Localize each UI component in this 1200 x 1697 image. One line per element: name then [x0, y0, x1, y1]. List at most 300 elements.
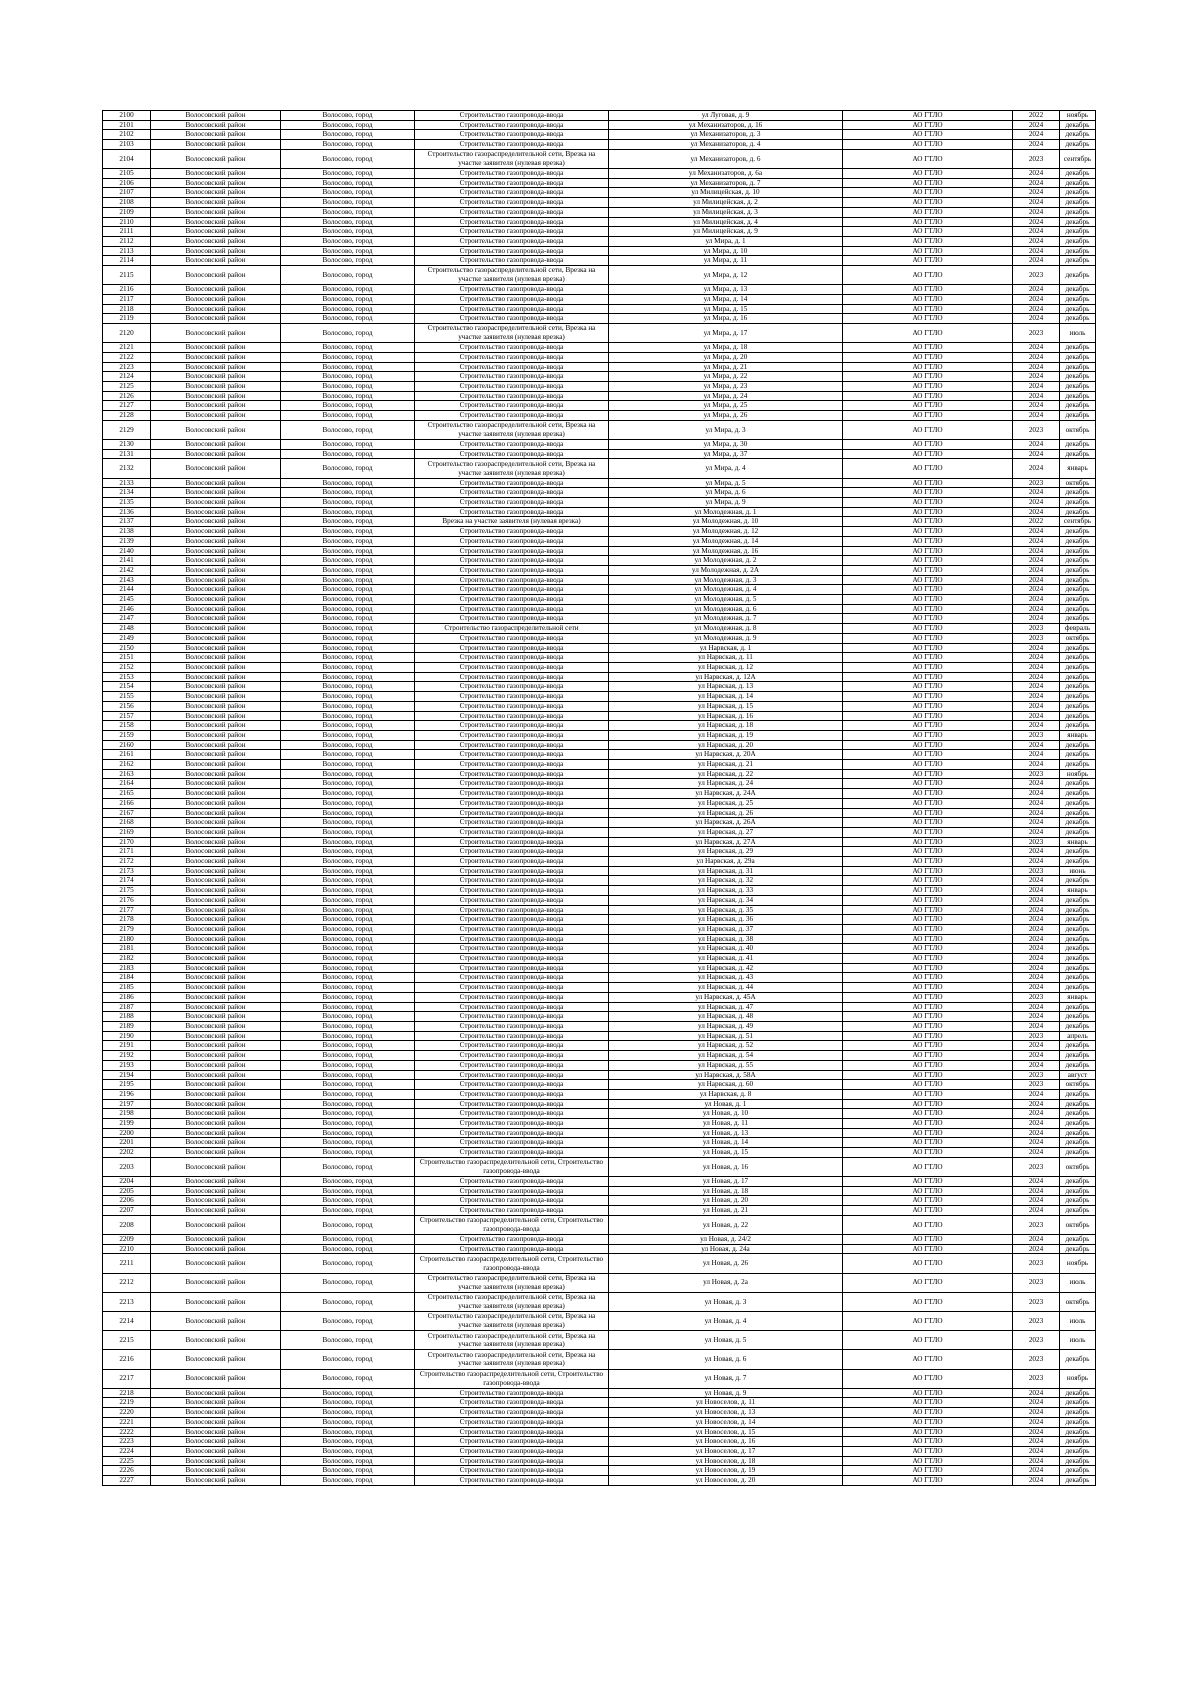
table-row [103, 565, 1096, 575]
district-cell: Волосовский район [151, 1254, 281, 1273]
work-type-cell: Строительство газопровода-ввода [415, 1446, 609, 1456]
table-row [103, 449, 1096, 459]
work-type-cell: Строительство газопровода-ввода [415, 1051, 609, 1061]
work-type-cell: Строительство газопровода-ввода [415, 198, 609, 208]
year-cell: 2023 [1013, 149, 1060, 168]
settlement-cell: Волосово, город [281, 750, 415, 760]
work-type-cell: Строительство газопровода-ввода [415, 798, 609, 808]
contractor-cell: АО ГТЛО [843, 140, 1013, 150]
contractor-cell: АО ГТЛО [843, 1254, 1013, 1273]
work-type-cell: Строительство газопровода-ввода [415, 789, 609, 799]
address-cell: ул Нарвская, д. 40 [609, 944, 843, 954]
work-type-cell: Строительство газопровода-ввода [415, 886, 609, 896]
work-type-cell: Строительство газопровода-ввода [415, 924, 609, 934]
settlement-cell: Волосово, город [281, 372, 415, 382]
work-type-cell: Строительство газопровода-ввода [415, 1196, 609, 1206]
district-cell: Волосовский район [151, 692, 281, 702]
address-cell: ул Молодежная, д. 8 [609, 624, 843, 634]
month-cell: декабрь [1060, 789, 1096, 799]
settlement-cell: Волосово, город [281, 188, 415, 198]
table-row [103, 382, 1096, 392]
work-type-cell: Строительство газопровода-ввода [415, 876, 609, 886]
month-cell: декабрь [1060, 963, 1096, 973]
contractor-cell: АО ГТЛО [843, 1331, 1013, 1350]
settlement-cell: Волосово, город [281, 1331, 415, 1350]
settlement-cell: Волосово, город [281, 827, 415, 837]
row-number: 2127 [103, 401, 151, 411]
address-cell: ул Нарвская, д. 34 [609, 895, 843, 905]
table-row [103, 1089, 1096, 1099]
address-cell: ул Новая, д. 15 [609, 1148, 843, 1158]
table-row [103, 857, 1096, 867]
row-number: 2157 [103, 711, 151, 721]
month-cell: декабрь [1060, 314, 1096, 324]
district-cell: Волосовский район [151, 1235, 281, 1245]
year-cell: 2024 [1013, 857, 1060, 867]
contractor-cell: АО ГТЛО [843, 246, 1013, 256]
district-cell: Волосовский район [151, 169, 281, 179]
row-number: 2109 [103, 207, 151, 217]
row-number: 2190 [103, 1031, 151, 1041]
address-cell: ул Мира, д. 37 [609, 449, 843, 459]
contractor-cell: АО ГТЛО [843, 730, 1013, 740]
year-cell: 2024 [1013, 449, 1060, 459]
year-cell: 2024 [1013, 1109, 1060, 1119]
address-cell: ул Нарвская, д. 36 [609, 915, 843, 925]
year-cell: 2024 [1013, 934, 1060, 944]
month-cell: декабрь [1060, 1196, 1096, 1206]
year-cell: 2024 [1013, 314, 1060, 324]
year-cell: 2024 [1013, 1099, 1060, 1109]
contractor-cell: АО ГТЛО [843, 478, 1013, 488]
address-cell: ул Мира, д. 13 [609, 285, 843, 295]
contractor-cell: АО ГТЛО [843, 149, 1013, 168]
work-type-cell: Строительство газопровода-ввода [415, 1109, 609, 1119]
year-cell: 2024 [1013, 507, 1060, 517]
work-type-cell: Строительство газопровода-ввода [415, 391, 609, 401]
work-type-cell: Строительство газопровода-ввода [415, 1138, 609, 1148]
month-cell: декабрь [1060, 178, 1096, 188]
table-row [103, 1215, 1096, 1234]
address-cell: ул Нарвская, д. 51 [609, 1031, 843, 1041]
address-cell: ул Новоселов, д. 11 [609, 1398, 843, 1408]
work-type-cell: Строительство газопровода-ввода [415, 692, 609, 702]
work-type-cell: Строительство газопровода-ввода [415, 120, 609, 130]
table-row [103, 721, 1096, 731]
work-type-cell: Строительство газопровода-ввода [415, 701, 609, 711]
month-cell: декабрь [1060, 653, 1096, 663]
settlement-cell: Волосово, город [281, 1002, 415, 1012]
row-number: 2155 [103, 692, 151, 702]
contractor-cell: АО ГТЛО [843, 1446, 1013, 1456]
address-cell: ул Новая, д. 26 [609, 1254, 843, 1273]
address-cell: ул Новоселов, д. 20 [609, 1476, 843, 1486]
address-cell: ул Нарвская, д. 12А [609, 672, 843, 682]
work-type-cell: Строительство газопровода-ввода [415, 895, 609, 905]
row-number: 2204 [103, 1177, 151, 1187]
district-cell: Волосовский район [151, 411, 281, 421]
district-cell: Волосовский район [151, 672, 281, 682]
address-cell: ул Новая, д. 10 [609, 1109, 843, 1119]
settlement-cell: Волосово, город [281, 1350, 415, 1369]
table-row [103, 1331, 1096, 1350]
row-number: 2145 [103, 595, 151, 605]
district-cell: Волосовский район [151, 604, 281, 614]
settlement-cell: Волосово, город [281, 769, 415, 779]
district-cell: Волосовский район [151, 701, 281, 711]
address-cell: ул Мира, д. 26 [609, 411, 843, 421]
month-cell: декабрь [1060, 556, 1096, 566]
table-row [103, 546, 1096, 556]
year-cell: 2024 [1013, 653, 1060, 663]
year-cell: 2024 [1013, 1196, 1060, 1206]
month-cell: декабрь [1060, 692, 1096, 702]
year-cell: 2024 [1013, 701, 1060, 711]
month-cell: декабрь [1060, 595, 1096, 605]
row-number: 2147 [103, 614, 151, 624]
work-type-cell: Строительство газопровода-ввода [415, 1388, 609, 1398]
table-row [103, 169, 1096, 179]
table-row [103, 498, 1096, 508]
month-cell: декабрь [1060, 818, 1096, 828]
year-cell: 2024 [1013, 1244, 1060, 1254]
month-cell: декабрь [1060, 294, 1096, 304]
settlement-cell: Волосово, город [281, 595, 415, 605]
settlement-cell: Волосово, город [281, 1186, 415, 1196]
address-cell: ул Нарвская, д. 20А [609, 750, 843, 760]
row-number: 2165 [103, 789, 151, 799]
address-cell: ул Новая, д. 1 [609, 1099, 843, 1109]
month-cell: декабрь [1060, 740, 1096, 750]
row-number: 2110 [103, 217, 151, 227]
district-cell: Волосовский район [151, 1031, 281, 1041]
work-type-cell: Врезка на участке заявителя (нулевая врезка) [415, 517, 609, 527]
month-cell: декабрь [1060, 198, 1096, 208]
district-cell: Волосовский район [151, 895, 281, 905]
row-number: 2205 [103, 1186, 151, 1196]
settlement-cell: Волосово, город [281, 1196, 415, 1206]
district-cell: Волосовский район [151, 149, 281, 168]
address-cell: ул Новоселов, д. 15 [609, 1427, 843, 1437]
contractor-cell: АО ГТЛО [843, 130, 1013, 140]
year-cell: 2024 [1013, 120, 1060, 130]
district-cell: Волосовский район [151, 507, 281, 517]
month-cell: декабрь [1060, 527, 1096, 537]
table-row [103, 837, 1096, 847]
table-row [103, 692, 1096, 702]
work-type-cell: Строительство газопровода-ввода [415, 711, 609, 721]
work-type-cell: Строительство газопровода-ввода [415, 140, 609, 150]
address-cell: ул Нарвская, д. 29а [609, 857, 843, 867]
settlement-cell: Волосово, город [281, 1148, 415, 1158]
work-type-cell: Строительство газопровода-ввода [415, 857, 609, 867]
month-cell: октябрь [1060, 633, 1096, 643]
table-row [103, 1002, 1096, 1012]
settlement-cell: Волосово, город [281, 507, 415, 517]
work-type-cell: Строительство газопровода-ввода [415, 507, 609, 517]
settlement-cell: Волосово, город [281, 847, 415, 857]
district-cell: Волосовский район [151, 1312, 281, 1331]
year-cell: 2024 [1013, 818, 1060, 828]
month-cell: декабрь [1060, 401, 1096, 411]
year-cell: 2023 [1013, 1070, 1060, 1080]
address-cell: ул Новоселов, д. 17 [609, 1446, 843, 1456]
year-cell: 2023 [1013, 1031, 1060, 1041]
table-row [103, 983, 1096, 993]
table-row [103, 1398, 1096, 1408]
contractor-cell: АО ГТЛО [843, 1089, 1013, 1099]
district-cell: Волосовский район [151, 915, 281, 925]
row-number: 2120 [103, 324, 151, 343]
table-row [103, 595, 1096, 605]
row-number: 2105 [103, 169, 151, 179]
district-cell: Волосовский район [151, 1292, 281, 1311]
month-cell: январь [1060, 730, 1096, 740]
row-number: 2224 [103, 1446, 151, 1456]
settlement-cell: Волосово, город [281, 1244, 415, 1254]
district-cell: Волосовский район [151, 1070, 281, 1080]
settlement-cell: Волосово, город [281, 1369, 415, 1388]
row-number: 2108 [103, 198, 151, 208]
year-cell: 2024 [1013, 1128, 1060, 1138]
work-type-cell: Строительство газопровода-ввода [415, 740, 609, 750]
table-row [103, 227, 1096, 237]
address-cell: ул Новая, д. 16 [609, 1157, 843, 1176]
contractor-cell: АО ГТЛО [843, 1060, 1013, 1070]
settlement-cell: Волосово, город [281, 1408, 415, 1418]
work-type-cell: Строительство газопровода-ввода [415, 672, 609, 682]
month-cell: декабрь [1060, 352, 1096, 362]
address-cell: ул Механизаторов, д. 6а [609, 169, 843, 179]
work-type-cell: Строительство газопровода-ввода [415, 1099, 609, 1109]
district-cell: Волосовский район [151, 517, 281, 527]
settlement-cell: Волосово, город [281, 1157, 415, 1176]
row-number: 2104 [103, 149, 151, 168]
month-cell: декабрь [1060, 1466, 1096, 1476]
settlement-cell: Волосово, город [281, 760, 415, 770]
month-cell: июль [1060, 1312, 1096, 1331]
address-cell: ул Мира, д. 4 [609, 459, 843, 478]
table-row [103, 915, 1096, 925]
work-type-cell: Строительство газопровода-ввода [415, 1148, 609, 1158]
address-cell: ул Нарвская, д. 18 [609, 721, 843, 731]
address-cell: ул Нарвская, д. 21 [609, 760, 843, 770]
table-row [103, 1060, 1096, 1070]
row-number: 2196 [103, 1089, 151, 1099]
month-cell: декабрь [1060, 546, 1096, 556]
month-cell: декабрь [1060, 779, 1096, 789]
month-cell: декабрь [1060, 760, 1096, 770]
month-cell: декабрь [1060, 915, 1096, 925]
work-type-cell: Строительство газопровода-ввода [415, 779, 609, 789]
district-cell: Волосовский район [151, 798, 281, 808]
address-cell: ул Нарвская, д. 24А [609, 789, 843, 799]
row-number: 2223 [103, 1437, 151, 1447]
address-cell: ул Нарвская, д. 42 [609, 963, 843, 973]
address-cell: ул Нарвская, д. 20 [609, 740, 843, 750]
settlement-cell: Волосово, город [281, 1041, 415, 1051]
address-cell: ул Нарвская, д. 26А [609, 818, 843, 828]
work-type-cell: Строительство газопровода-ввода [415, 1398, 609, 1408]
row-number: 2185 [103, 983, 151, 993]
year-cell: 2024 [1013, 256, 1060, 266]
settlement-cell: Волосово, город [281, 1080, 415, 1090]
contractor-cell: АО ГТЛО [843, 1157, 1013, 1176]
work-type-cell: Строительство газопровода-ввода [415, 1031, 609, 1041]
work-type-cell: Строительство газопровода-ввода [415, 837, 609, 847]
row-number: 2162 [103, 760, 151, 770]
year-cell: 2024 [1013, 924, 1060, 934]
table-row [103, 662, 1096, 672]
year-cell: 2024 [1013, 614, 1060, 624]
month-cell: декабрь [1060, 575, 1096, 585]
contractor-cell: АО ГТЛО [843, 1408, 1013, 1418]
address-cell: ул Нарвская, д. 29 [609, 847, 843, 857]
contractor-cell: АО ГТЛО [843, 449, 1013, 459]
table-row [103, 672, 1096, 682]
row-number: 2175 [103, 886, 151, 896]
address-cell: ул Молодежная, д. 16 [609, 546, 843, 556]
table-row [103, 1109, 1096, 1119]
settlement-cell: Волосово, город [281, 1138, 415, 1148]
year-cell: 2023 [1013, 1369, 1060, 1388]
district-cell: Волосовский район [151, 1215, 281, 1234]
table-row [103, 111, 1096, 121]
address-cell: ул Нарвская, д. 44 [609, 983, 843, 993]
row-number: 2140 [103, 546, 151, 556]
settlement-cell: Волосово, город [281, 905, 415, 915]
district-cell: Волосовский район [151, 343, 281, 353]
contractor-cell: АО ГТЛО [843, 498, 1013, 508]
district-cell: Волосовский район [151, 595, 281, 605]
year-cell: 2024 [1013, 682, 1060, 692]
year-cell: 2024 [1013, 362, 1060, 372]
work-type-cell: Строительство газопровода-ввода [415, 1466, 609, 1476]
contractor-cell: АО ГТЛО [843, 304, 1013, 314]
row-number: 2141 [103, 556, 151, 566]
district-cell: Волосовский район [151, 653, 281, 663]
work-type-cell: Строительство газопровода-ввода [415, 440, 609, 450]
month-cell: декабрь [1060, 1476, 1096, 1486]
address-cell: ул Нарвская, д. 27А [609, 837, 843, 847]
row-number: 2135 [103, 498, 151, 508]
year-cell: 2022 [1013, 517, 1060, 527]
table-row [103, 992, 1096, 1002]
district-cell: Волосовский район [151, 1350, 281, 1369]
month-cell: декабрь [1060, 256, 1096, 266]
work-type-cell: Строительство газопровода-ввода [415, 217, 609, 227]
district-cell: Волосовский район [151, 120, 281, 130]
contractor-cell: АО ГТЛО [843, 1312, 1013, 1331]
row-number: 2226 [103, 1466, 151, 1476]
contractor-cell: АО ГТЛО [843, 372, 1013, 382]
year-cell: 2024 [1013, 556, 1060, 566]
row-number: 2199 [103, 1119, 151, 1129]
work-type-cell: Строительство газопровода-ввода [415, 653, 609, 663]
settlement-cell: Волосово, город [281, 217, 415, 227]
district-cell: Волосовский район [151, 1331, 281, 1350]
address-cell: ул Нарвская, д. 32 [609, 876, 843, 886]
work-type-cell: Строительство газораспределительной сети, Врезка на участке заявителя (нулевая врезка) [415, 1312, 609, 1331]
address-cell: ул Молодежная, д. 4 [609, 585, 843, 595]
address-cell: ул Мира, д. 12 [609, 266, 843, 285]
district-cell: Волосовский район [151, 362, 281, 372]
row-number: 2191 [103, 1041, 151, 1051]
work-type-cell: Строительство газопровода-ввода [415, 944, 609, 954]
settlement-cell: Волосово, город [281, 401, 415, 411]
address-cell: ул Мира, д. 30 [609, 440, 843, 450]
district-cell: Волосовский район [151, 1060, 281, 1070]
month-cell: декабрь [1060, 682, 1096, 692]
settlement-cell: Волосово, город [281, 1456, 415, 1466]
work-type-cell: Строительство газораспределительной сети, Врезка на участке заявителя (нулевая врезка) [415, 459, 609, 478]
district-cell: Волосовский район [151, 111, 281, 121]
contractor-cell: АО ГТЛО [843, 391, 1013, 401]
year-cell: 2024 [1013, 1012, 1060, 1022]
settlement-cell: Волосово, город [281, 459, 415, 478]
contractor-cell: АО ГТЛО [843, 692, 1013, 702]
work-type-cell: Строительство газопровода-ввода [415, 585, 609, 595]
contractor-cell: АО ГТЛО [843, 827, 1013, 837]
month-cell: декабрь [1060, 614, 1096, 624]
month-cell: декабрь [1060, 808, 1096, 818]
settlement-cell: Волосово, город [281, 973, 415, 983]
month-cell: декабрь [1060, 1002, 1096, 1012]
settlement-cell: Волосово, город [281, 1437, 415, 1447]
table-row [103, 750, 1096, 760]
year-cell: 2024 [1013, 130, 1060, 140]
district-cell: Волосовский район [151, 992, 281, 1002]
table-row [103, 730, 1096, 740]
settlement-cell: Волосово, город [281, 1099, 415, 1109]
contractor-cell: АО ГТЛО [843, 963, 1013, 973]
row-number: 2144 [103, 585, 151, 595]
year-cell: 2024 [1013, 876, 1060, 886]
settlement-cell: Волосово, город [281, 1109, 415, 1119]
row-number: 2119 [103, 314, 151, 324]
year-cell: 2024 [1013, 198, 1060, 208]
address-cell: ул Нарвская, д. 37 [609, 924, 843, 934]
district-cell: Волосовский район [151, 449, 281, 459]
table-row [103, 624, 1096, 634]
contractor-cell: АО ГТЛО [843, 1196, 1013, 1206]
year-cell: 2024 [1013, 1456, 1060, 1466]
address-cell: ул Нарвская, д. 26 [609, 808, 843, 818]
month-cell: декабрь [1060, 711, 1096, 721]
district-cell: Волосовский район [151, 188, 281, 198]
contractor-cell: АО ГТЛО [843, 1109, 1013, 1119]
row-number: 2113 [103, 246, 151, 256]
settlement-cell: Волосово, город [281, 343, 415, 353]
contractor-cell: АО ГТЛО [843, 294, 1013, 304]
row-number: 2182 [103, 954, 151, 964]
contractor-cell: АО ГТЛО [843, 575, 1013, 585]
month-cell: январь [1060, 459, 1096, 478]
month-cell: декабрь [1060, 382, 1096, 392]
district-cell: Волосовский район [151, 1012, 281, 1022]
address-cell: ул Молодежная, д. 7 [609, 614, 843, 624]
month-cell: декабрь [1060, 285, 1096, 295]
year-cell: 2023 [1013, 1215, 1060, 1234]
contractor-cell: АО ГТЛО [843, 1235, 1013, 1245]
month-cell: декабрь [1060, 895, 1096, 905]
address-cell: ул Мира, д. 6 [609, 488, 843, 498]
contractor-cell: АО ГТЛО [843, 643, 1013, 653]
settlement-cell: Волосово, город [281, 1022, 415, 1032]
year-cell: 2024 [1013, 440, 1060, 450]
table-row [103, 585, 1096, 595]
address-cell: ул Мира, д. 21 [609, 362, 843, 372]
